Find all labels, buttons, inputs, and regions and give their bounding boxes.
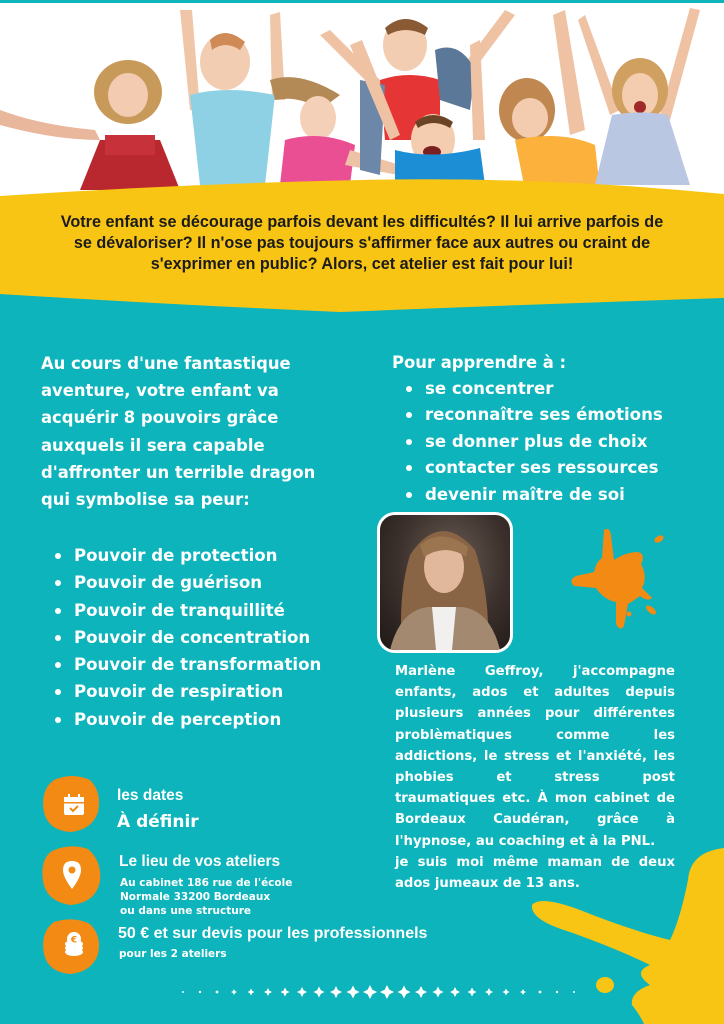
intro-line: Au cours d'une fantastique xyxy=(41,354,291,373)
learning-goal-item: se donner plus de choix xyxy=(404,429,663,455)
learning-goal-item: reconnaître ses émotions xyxy=(404,402,663,428)
dates-info xyxy=(40,774,240,834)
price-title: 50 € et sur devis pour les professionnels xyxy=(118,925,428,942)
banner-question-text: Votre enfant se décourage parfois devant les difficultés? Il lui arrive parfois de se dévaloriser? Il n'ose pas toujours s'affirmer face aux autres ou craint de s'exprimer en public? Alors, cet atelier est fait pour lui! xyxy=(60,213,664,273)
euro-coins-icon xyxy=(64,932,84,958)
bio-line: traumatiques etc. À mon cabinet de xyxy=(395,791,675,807)
address-line: Normale 33200 Bordeaux xyxy=(120,891,271,903)
orange-paint-splat xyxy=(566,522,671,632)
bio-line: problèmatiques comme les xyxy=(395,727,675,743)
bio-line: ados jumeaux de 13 ans. xyxy=(395,876,580,892)
bio-line: plusieurs années pour différentes xyxy=(395,706,675,722)
power-item: Pouvoir de transformation xyxy=(51,651,321,678)
learning-goal-item: devenir maître de soi xyxy=(404,482,663,508)
power-item: Pouvoir de guérison xyxy=(51,569,321,596)
price-info xyxy=(40,918,460,978)
intro-paragraph xyxy=(41,350,329,513)
intro-banner xyxy=(0,176,724,328)
intro-line: auxquels il sera capable xyxy=(41,435,265,455)
bio-line: Marlène Geffroy, j'accompagne xyxy=(395,664,675,679)
learning-goal-item: contacter ses ressources xyxy=(404,455,663,481)
powers-list xyxy=(51,542,321,733)
intro-line: d'affronter un terrible dragon xyxy=(41,462,316,482)
intro-line: qui symbolise sa peur: xyxy=(41,490,250,510)
power-item: Pouvoir de tranquillité xyxy=(51,597,321,624)
dates-title: les dates xyxy=(117,787,184,804)
intro-line: aventure, votre enfant va xyxy=(41,381,279,401)
facilitator-photo xyxy=(377,512,513,653)
learning-goal-item: se concentrer xyxy=(404,376,663,402)
intro-line: acquérir 8 pouvoirs grâce xyxy=(41,408,279,428)
bio-line: enfants, ados et adultes depuis xyxy=(395,685,675,701)
location-address xyxy=(120,876,292,918)
power-item: Pouvoir de respiration xyxy=(51,678,321,705)
location-info xyxy=(40,845,340,917)
bio-line: Bordeaux Caudéran, grâce à xyxy=(395,812,675,828)
power-item: Pouvoir de perception xyxy=(51,706,321,733)
svg-text:€: € xyxy=(70,935,78,946)
location-title: Le lieu de vos ateliers xyxy=(119,853,281,870)
map-pin-icon xyxy=(63,861,81,889)
hero-image xyxy=(0,0,724,200)
bio-line: l'hypnose, au coaching et à la PNL. xyxy=(395,833,656,849)
power-item: Pouvoir de protection xyxy=(51,542,321,569)
learning-goals xyxy=(392,350,663,508)
children-jumping-illustration xyxy=(0,0,724,200)
bio-line: addictions, le stress et l'anxiété, les xyxy=(395,748,675,764)
sparkle-dots-divider xyxy=(180,982,610,1002)
calendar-check-icon xyxy=(63,794,85,816)
dates-value: À définir xyxy=(117,812,199,832)
bio-line: je suis moi même maman de deux xyxy=(395,854,675,870)
portrait-illustration xyxy=(380,515,510,650)
power-item: Pouvoir de concentration xyxy=(51,624,321,651)
address-line: ou dans une structure xyxy=(120,905,251,917)
top-accent-line xyxy=(0,0,724,3)
price-subtitle: pour les 2 ateliers xyxy=(119,948,227,960)
bio-line: phobies et stress post xyxy=(395,770,675,786)
learning-goals-list xyxy=(404,376,663,508)
address-line: Au cabinet 186 rue de l'école xyxy=(120,877,293,889)
learning-goals-title: Pour apprendre à : xyxy=(392,353,567,372)
